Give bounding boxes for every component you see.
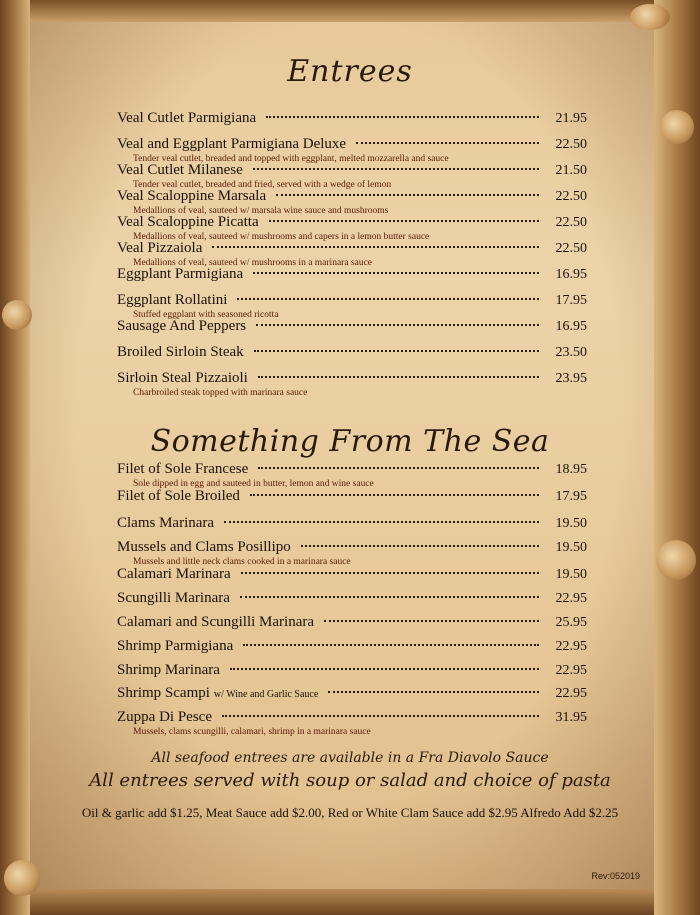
menu-item-name: Zuppa Di Pesce <box>117 709 212 725</box>
dot-leader <box>250 494 539 496</box>
dot-leader <box>324 620 539 622</box>
menu-item <box>117 292 587 318</box>
menu-item <box>117 188 587 214</box>
menu-item <box>117 461 587 488</box>
menu-item-row <box>117 240 587 260</box>
parchment-bottom-edge <box>0 889 700 915</box>
menu-item-price: 22.95 <box>555 663 587 678</box>
served-with-note: All entrees served with soup or salad and choice of pasta <box>89 770 611 791</box>
menu-item-name: Veal Scaloppine Picatta <box>117 214 259 230</box>
dot-leader <box>258 467 539 469</box>
menu-item-name: Eggplant Parmigiana <box>117 266 244 282</box>
menu-item-row <box>117 214 587 234</box>
menu-item-name: Broiled Sirloin Steak <box>117 344 244 360</box>
menu-item <box>117 488 587 515</box>
dot-leader <box>230 668 539 670</box>
menu-item-description: Mussels, clams scungilli, calamari, shrimp in a marinara sauce <box>133 727 371 737</box>
dot-leader <box>224 521 539 523</box>
entrees-list <box>117 110 587 396</box>
menu-item <box>117 539 587 566</box>
menu-item-row <box>117 709 587 729</box>
menu-item-note: w/ Wine and Garlic Sauce <box>213 689 319 700</box>
dot-leader <box>301 545 539 547</box>
menu-item-row <box>117 590 587 610</box>
menu-item-price: 22.50 <box>555 241 587 256</box>
menu-item-row <box>117 488 587 508</box>
menu-item-row <box>117 685 587 705</box>
dot-leader <box>269 220 539 222</box>
dot-leader <box>356 142 539 144</box>
menu-item <box>117 162 587 188</box>
dot-leader <box>256 324 539 326</box>
menu-item-price: 21.50 <box>555 163 587 178</box>
menu-item-price: 17.95 <box>555 293 587 308</box>
menu-item <box>117 240 587 266</box>
menu-item-description: Medallions of veal, sauteed w/ mushrooms in a marinara sauce <box>133 258 373 268</box>
menu-item-name: Filet of Sole Francese <box>117 461 249 477</box>
fra-diavolo-note: All seafood entrees are available in a Fra Diavolo Sauce <box>151 750 549 766</box>
menu-item <box>117 370 587 396</box>
menu-item-row <box>117 638 587 658</box>
menu-item-price: 22.95 <box>555 686 587 701</box>
menu-item <box>117 344 587 370</box>
menu-item-name: Filet of Sole Broiled <box>117 488 240 504</box>
menu-item-name: Shrimp Scampi <box>117 685 210 701</box>
dot-leader <box>258 376 539 378</box>
menu-item-price: 16.95 <box>555 319 587 334</box>
add-ons-note: Oil & garlic add $1.25, Meat Sauce add $2.00, Red or White Clam Sauce add $2.95 Alfredo Add $2.25 <box>81 805 619 820</box>
menu-item-row <box>117 162 587 182</box>
menu-item-row <box>117 188 587 208</box>
dot-leader <box>241 572 539 574</box>
menu-item-row <box>117 515 587 535</box>
menu-item-name: Veal Pizzaiola <box>117 240 203 256</box>
menu-item-price: 19.50 <box>555 516 587 531</box>
dot-leader <box>237 298 539 300</box>
menu-item-price: 18.95 <box>555 462 587 477</box>
menu-item-price: 19.50 <box>555 567 587 582</box>
menu-item-name: Veal Scaloppine Marsala <box>117 188 267 204</box>
menu-item-price: 22.95 <box>555 591 587 606</box>
menu-item-row <box>117 461 587 481</box>
menu-item-name: Sausage And Peppers <box>117 318 247 334</box>
scroll-curl <box>2 300 32 330</box>
menu-item-description: Mussels and little neck clams cooked in a marinara sauce <box>133 557 351 567</box>
menu-item <box>117 318 587 344</box>
menu-item <box>117 266 587 292</box>
seafood-list <box>117 461 587 737</box>
menu-item-row <box>117 370 587 390</box>
menu-item <box>117 590 587 614</box>
menu-item-price: 17.95 <box>555 489 587 504</box>
parchment-top-edge <box>0 0 700 22</box>
dot-leader <box>253 168 539 170</box>
menu-item-row <box>117 110 587 130</box>
menu-item-name: Scungilli Marinara <box>117 590 230 606</box>
menu-item-name: Veal Cutlet Milanese <box>117 162 243 178</box>
menu-item <box>117 685 587 709</box>
menu-item <box>117 110 587 136</box>
menu-item-row <box>117 136 587 156</box>
menu-item-price: 22.50 <box>555 215 587 230</box>
dot-leader <box>328 691 539 693</box>
menu-item-row <box>117 344 587 364</box>
menu-item-price: 23.50 <box>555 345 587 360</box>
menu-item-description: Charbroiled steak topped with marinara sauce <box>133 388 308 398</box>
entrees-heading: Entrees <box>287 54 413 89</box>
menu-item <box>117 709 587 737</box>
scroll-curl <box>656 540 696 580</box>
menu-item-name: Eggplant Rollatini <box>117 292 228 308</box>
menu-item-name: Veal and Eggplant Parmigiana Deluxe <box>117 136 347 152</box>
menu-item-name: Shrimp Parmigiana <box>117 638 234 654</box>
menu-item-price: 22.95 <box>555 639 587 654</box>
dot-leader <box>240 596 539 598</box>
menu-item-row <box>117 662 587 682</box>
menu-item-description: Medallions of veal, sauteed w/ mushrooms and capers in a lemon butter sauce <box>133 232 430 242</box>
menu-item-price: 22.50 <box>555 189 587 204</box>
menu-item-row <box>117 566 587 586</box>
dot-leader <box>243 644 539 646</box>
dot-leader <box>222 715 539 717</box>
menu-item-row <box>117 266 587 286</box>
menu-item-name: Calamari Marinara <box>117 566 231 582</box>
menu-item-name: Clams Marinara <box>117 515 215 531</box>
menu-item-name: Mussels and Clams Posillipo <box>117 539 291 555</box>
menu-item <box>117 662 587 685</box>
menu-item-price: 22.50 <box>555 137 587 152</box>
dot-leader <box>212 246 539 248</box>
menu-item <box>117 614 587 638</box>
revision-code: Rev:052019 <box>591 871 640 881</box>
dot-leader <box>254 350 539 352</box>
seafood-heading: Something From The Sea <box>150 424 550 459</box>
menu-item-description: Sole dipped in egg and sauteed in butter, lemon and wine sauce <box>133 479 374 489</box>
scroll-curl <box>630 4 670 30</box>
menu-item-row <box>117 614 587 634</box>
menu-item-price: 31.95 <box>555 710 587 725</box>
dot-leader <box>266 116 539 118</box>
menu-item-row <box>117 539 587 559</box>
menu-item-price: 19.50 <box>555 540 587 555</box>
menu-item <box>117 515 587 539</box>
scroll-curl <box>4 860 40 896</box>
menu-item <box>117 136 587 162</box>
menu-item-name: Sirloin Steal Pizzaioli <box>117 370 248 386</box>
scroll-curl <box>660 110 694 144</box>
menu-item-row <box>117 318 587 338</box>
menu-item <box>117 214 587 240</box>
menu-item <box>117 638 587 662</box>
menu-item <box>117 566 587 590</box>
menu-item-description: Tender veal cutlet, breaded and fried, served with a wedge of lemon <box>133 180 392 190</box>
menu-item-name: Calamari and Scungilli Marinara <box>117 614 315 630</box>
dot-leader <box>276 194 539 196</box>
menu-item-name: Shrimp Marinara <box>117 662 220 678</box>
menu-item-price: 21.95 <box>555 111 587 126</box>
menu-item-description: Stuffed eggplant with seasoned ricotta <box>133 310 279 320</box>
menu-item-price: 25.95 <box>555 615 587 630</box>
menu-item-row <box>117 292 587 312</box>
menu-item-description: Medallions of veal, sauteed w/ marsala wine sauce and mushrooms <box>133 206 389 216</box>
menu-item-description: Tender veal cutlet, breaded and topped with eggplant, melted mozzarella and sauce <box>133 154 449 164</box>
menu-item-price: 16.95 <box>555 267 587 282</box>
menu-item-price: 23.95 <box>555 371 587 386</box>
menu-item-name: Veal Cutlet Parmigiana <box>117 110 257 126</box>
dot-leader <box>253 272 539 274</box>
